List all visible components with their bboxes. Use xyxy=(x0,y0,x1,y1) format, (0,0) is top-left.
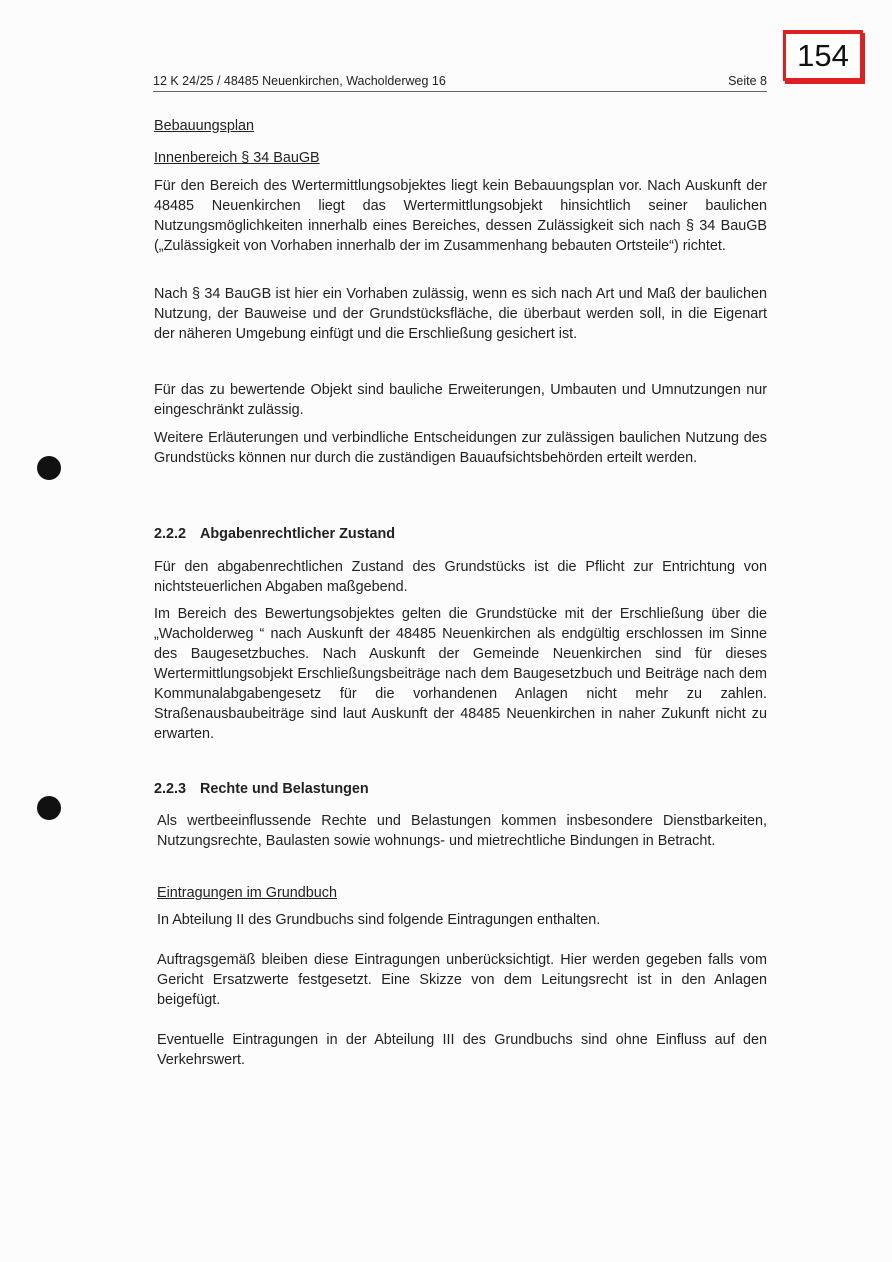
grundbuch-subheading xyxy=(157,883,767,903)
page-number-stamp: 154 xyxy=(783,30,863,81)
section-2-2-3-title: Rechte und Belastungen xyxy=(200,781,369,797)
section-2-2-3-heading xyxy=(154,779,767,799)
section-2-2-3-paragraph-1: Als wertbeeinflussende Rechte und Belastungen kommen insbesondere Dienstbarkeiten, Nutzungsrechte, Baulasten sowie wohnungs- und mietrechtliche Bindungen in Betracht. xyxy=(157,813,767,849)
innenbereich-heading: Innenbereich § 34 BauGB xyxy=(154,150,320,166)
section-2-2-2-number: 2.2.2 xyxy=(154,526,187,542)
bebauungsplan-heading: Bebauungsplan xyxy=(154,118,255,134)
section-2-2-2-paragraph-1: Für den abgabenrechtlichen Zustand des Grundstücks ist die Pflicht zur Entrichtung von nichtsteuerlichen Abgaben maßgebend. xyxy=(154,559,767,595)
bebauungsplan-title xyxy=(154,116,767,136)
section-2-2-2-title: Abgabenrechtlicher Zustand xyxy=(200,526,396,542)
section-2-2-2-paragraph-2: Im Bereich des Bewertungsobjektes gelten die Grundstücke mit der Erschließung über die „Wacholderweg “ nach Auskunft der 48485 Neuenkirchen als endgültig erschlossen im Sinne des Baugesetzbuches. Nach Auskunft der Gemeinde Neuenkirchen sind für dieses Wertermittlungsobjekt Erschließungsbeiträge nach dem Baugesetzbuch und Beiträge nach dem Kommunalabgabengesetz für die vorhandenen Anlagen nicht mehr zu zahlen. Straßenausbaubeiträge sind laut Auskunft der 48485 Neuenkirchen in naher Zukunft nicht zu erwarten. xyxy=(154,606,767,742)
section-2-2-3-number: 2.2.3 xyxy=(154,781,187,797)
header-case-reference: 12 K 24/25 / 48485 Neuenkirchen, Wacholderweg 16 xyxy=(153,74,446,88)
section-2-2-3-paragraph-3: Auftragsgemäß bleiben diese Eintragungen unberücksichtigt. Hier werden gegeben falls vom Gericht Ersatzwerte festgesetzt. Eine Skizze von dem Leitungsrecht ist in den Anlagen beigefügt. xyxy=(157,952,767,1008)
section-2-2-2-heading xyxy=(154,524,767,544)
innenbereich-subtitle xyxy=(154,148,767,168)
bebauungsplan-paragraph-4: Weitere Erläuterungen und verbindliche Entscheidungen zur zulässigen baulichen Nutzung des Grundstücks können nur durch die zuständigen Bauaufsichtsbehörden erteilt werden. xyxy=(154,430,767,466)
bebauungsplan-paragraph-1: Für den Bereich des Wertermittlungsobjektes liegt kein Bebauungsplan vor. Nach Auskunft der 48485 Neuenkirchen liegt das Wertermittlungsobjekt hinsichtlich seiner baulichen Nutzungsmöglichkeiten innerhalb eines Bereiches, dessen Zulässigkeit sich nach § 34 BauGB („Zulässigkeit von Vorhaben innerhalb der im Zusammenhang bebauten Ortsteile“) richtet. xyxy=(154,178,767,254)
header-page-number: Seite 8 xyxy=(728,74,767,88)
punch-hole-top xyxy=(37,456,61,480)
page-header xyxy=(153,73,767,92)
bebauungsplan-paragraph-3: Für das zu bewertende Objekt sind bauliche Erweiterungen, Umbauten und Umnutzungen nur eingeschränkt zulässig. xyxy=(154,382,767,418)
section-2-2-3-paragraph-2: In Abteilung II des Grundbuchs sind folgende Eintragungen enthalten. xyxy=(157,912,601,928)
section-2-2-3-paragraph-4: Eventuelle Eintragungen in der Abteilung III des Grundbuchs sind ohne Einfluss auf den Verkehrswert. xyxy=(157,1032,767,1068)
bebauungsplan-paragraph-2: Nach § 34 BauGB ist hier ein Vorhaben zulässig, wenn es sich nach Art und Maß der baulichen Nutzung, der Bauweise und der Grundstücksfläche, die überbaut werden soll, in die Eigenart der näheren Umgebung einfügt und die Erschließung gesichert ist. xyxy=(154,286,767,342)
punch-hole-bottom xyxy=(37,796,61,820)
grundbuch-subheading-text: Eintragungen im Grundbuch xyxy=(157,885,337,901)
